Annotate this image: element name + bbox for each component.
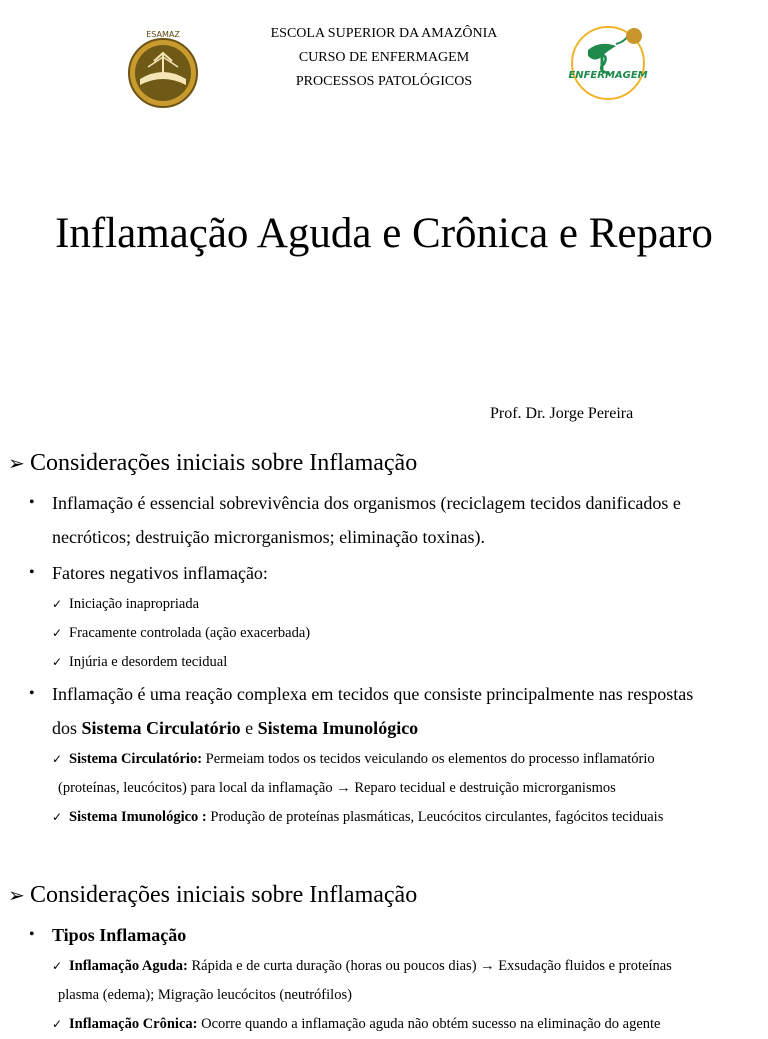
check-item: ✓ Inflamação Aguda: Rápida e de curta duração (horas ou poucos dias) → Exsudação fluidos e proteínas plasma (edema); Migração leucócitos (neutrófilos) bbox=[8, 952, 763, 1010]
check-item: ✓ Sistema Circulatório: Permeiam todos os tecidos veiculando os elementos do processo inflamatório (proteínas, leucócitos) para local da inflamação → Reparo tecidual e destruição microrganismos bbox=[8, 745, 763, 803]
check-text: Fracamente controlada (ação exacerbada) bbox=[69, 625, 311, 641]
arrow-bullet-icon: ➢ bbox=[8, 883, 25, 907]
checkmark-icon: ✓ bbox=[52, 1017, 63, 1031]
bullet-dot-icon: • bbox=[29, 926, 35, 943]
checkmark-icon: ✓ bbox=[52, 752, 63, 766]
institution-block bbox=[184, 22, 584, 94]
enfermagem-logo-text: ENFERMAGEM bbox=[568, 70, 648, 81]
checkmark-icon: ✓ bbox=[52, 810, 63, 824]
course-name: CURSO DE ENFERMAGEM bbox=[298, 50, 470, 65]
checkmark-icon: ✓ bbox=[52, 959, 63, 973]
bullet-text: Inflamação é uma reação complexa em tecidos que consiste principalmente nas respostas bbox=[52, 684, 694, 704]
page-title: Inflamação Aguda e Crônica e Reparo bbox=[55, 210, 713, 257]
bullet-text: dos Sistema Circulatório e Sistema Imunológico bbox=[52, 718, 419, 738]
bullet-item bbox=[8, 918, 763, 952]
section-1-heading: ➢ Considerações iniciais sobre Inflamação bbox=[8, 450, 418, 476]
checkmark-icon: ✓ bbox=[52, 626, 63, 640]
section-1 bbox=[8, 448, 763, 832]
check-item bbox=[8, 590, 763, 619]
author-name: Prof. Dr. Jorge Pereira bbox=[490, 405, 634, 422]
check-text: (proteínas, leucócitos) para local da inflamação → Reparo tecidual e destruição microrganismos bbox=[58, 780, 616, 796]
page-header bbox=[0, 0, 768, 120]
esamaz-logo-text: ESAMAZ bbox=[146, 30, 180, 39]
bullet-item bbox=[8, 677, 763, 745]
bullet-text: Fatores negativos inflamação: bbox=[52, 563, 268, 583]
section-2-heading: ➢ Considerações iniciais sobre Inflamação bbox=[8, 882, 418, 908]
checkmark-icon: ✓ bbox=[52, 655, 63, 669]
check-item: ✓ Sistema Imunológico : Produção de proteínas plasmáticas, Leucócitos circulantes, fagócitos teciduais bbox=[8, 803, 763, 832]
checkmark-icon: ✓ bbox=[52, 597, 63, 611]
bullet-dot-icon: • bbox=[29, 685, 35, 702]
section-2 bbox=[8, 880, 763, 1039]
bullet-dot-icon: • bbox=[29, 564, 35, 581]
bullet-text: Inflamação é essencial sobrevivência dos organismos (reciclagem tecidos danificados e bbox=[52, 493, 681, 513]
bullet-item bbox=[8, 486, 763, 554]
school-name: ESCOLA SUPERIOR DA AMAZÔNIA bbox=[270, 26, 498, 41]
check-item bbox=[8, 648, 763, 677]
arrow-bullet-icon: ➢ bbox=[8, 451, 25, 475]
bullet-text: necróticos; destruição microrganismos; eliminação toxinas). bbox=[52, 527, 486, 547]
subject-name: PROCESSOS PATOLÓGICOS bbox=[295, 74, 473, 89]
bullet-item bbox=[8, 556, 763, 590]
bullet-dot-icon: • bbox=[29, 494, 35, 511]
bullet-text: Tipos Inflamação bbox=[52, 925, 187, 945]
check-text: Iniciação inapropriada bbox=[69, 596, 200, 612]
enfermagem-logo bbox=[566, 22, 656, 104]
check-item: ✓ Inflamação Crônica: Ocorre quando a inflamação aguda não obtém sucesso na eliminação do agente bbox=[8, 1010, 763, 1039]
check-item bbox=[8, 619, 763, 648]
check-text: plasma (edema); Migração leucócitos (neutrófilos) bbox=[58, 987, 352, 1003]
check-text: Injúria e desordem tecidual bbox=[69, 654, 228, 670]
